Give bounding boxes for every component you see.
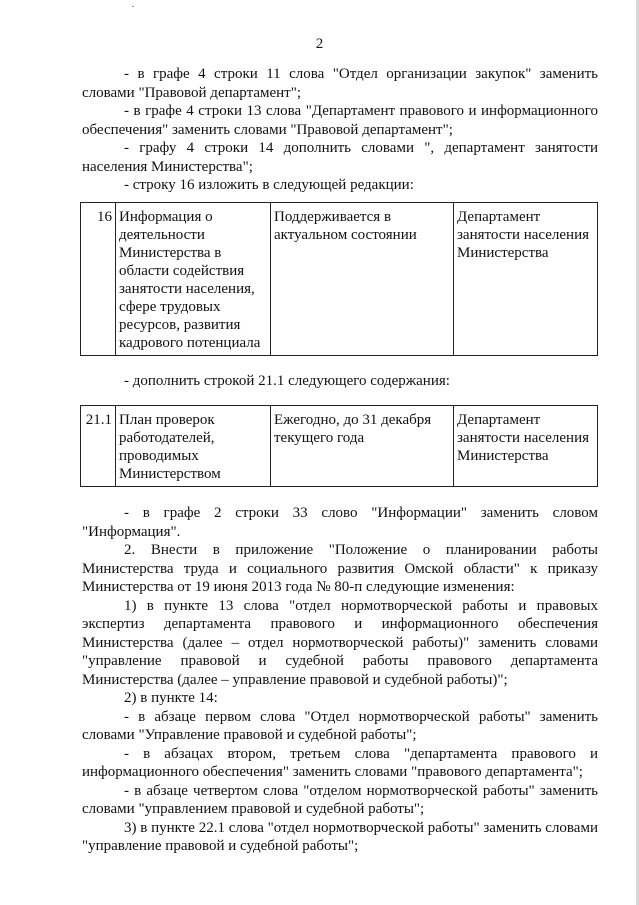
paragraph: - графу 4 строки 14 дополнить словами ", департамент занятости населения Министерства"; [82, 140, 598, 175]
paragraph: - в графе 2 строки 33 слово "Информации" заменить словом "Информация". [82, 505, 598, 540]
paragraph: 3) в пункте 22.1 слова "отдел нормотворческой работы" заменить словами "управление правовой и судебной работы"; [82, 819, 598, 854]
paragraph: - строку 16 изложить в следующей редакции: [124, 177, 414, 193]
intro-section [82, 65, 598, 195]
paragraph: - в абзацах втором, третьем слова "департамента правового и информационного обеспечения" заменить словами "правового департамента"; [82, 745, 598, 780]
table-row [81, 203, 598, 356]
body-section [82, 504, 598, 856]
paragraph: - дополнить строкой 21.1 следующего содержания: [124, 373, 450, 389]
table-cell-responsible: Департамент занятости населения Министерства [454, 203, 598, 356]
table-cell-period: Ежегодно, до 31 декабря текущего года [271, 406, 454, 487]
table-row [81, 406, 598, 487]
paragraph: 1) в пункте 13 слова "отдел нормотворческой работы и правовых экспертиз департамента правового и информационного обеспечения Министерства (далее – отдел нормотворческой работы)" заменить словами "управление правовой и судебной работы правового департамента Министерства (далее – управление правовой и судебной работы)"; [82, 597, 598, 688]
paragraph: 2. Внести в приложение "Положение о планировании работы Министерства труда и социального развития Омской области" к приказу Министерства от 19 июня 2013 года № 80-п следующие изменения: [82, 542, 598, 595]
table-row-16 [80, 202, 598, 356]
table-row-21-1 [80, 405, 598, 487]
paragraph: - в абзаце четвертом слова "отделом нормотворческой работы" заменить словами "управлением правовой и судебной работы"; [82, 782, 598, 817]
table-cell-number: 16 [81, 203, 116, 356]
paragraph: - в абзаце первом слова "Отдел нормотворческой работы" заменить словами "Управление правовой и судебной работы"; [82, 708, 598, 743]
between-section [82, 372, 598, 391]
scan-speck [132, 6, 134, 7]
table-cell-period: Поддерживается в актуальном состоянии [271, 203, 454, 356]
table-cell-number: 21.1 [81, 406, 116, 487]
paragraph: - в графе 4 строки 13 слова "Департамент правового и информационного обеспечения" заменить словами "Правовой департамент"; [82, 103, 598, 138]
paragraph: 2) в пункте 14: [124, 690, 218, 706]
table-cell-info: План проверок работодателей, проводимых Министерством [116, 406, 271, 487]
table-cell-info: Информация о деятельности Министерства в области содействия занятости населения, сфере трудовых ресурсов, развития кадрового потенциала [116, 203, 271, 356]
table-cell-responsible: Департамент занятости населения Министерства [454, 406, 598, 487]
page-number: 2 [315, 36, 324, 52]
paragraph: - в графе 4 строки 11 слова "Отдел организации закупок" заменить словами "Правовой департамент"; [82, 66, 598, 101]
